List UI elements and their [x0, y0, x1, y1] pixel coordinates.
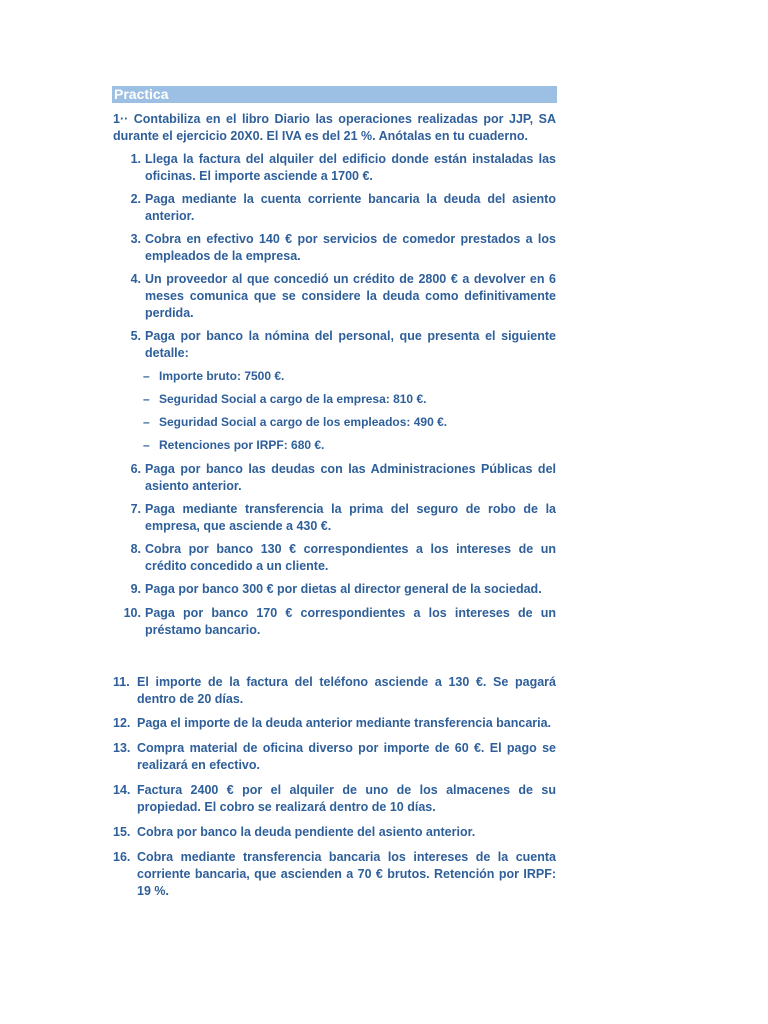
item-text: Paga por banco las deudas con las Administraciones Públicas del asiento anterior. — [145, 462, 556, 493]
item-text: Paga por banco 300 € por dietas al director general de la sociedad. — [145, 582, 542, 596]
item-text: Cobra por banco 130 € correspondientes a los intereses de un crédito concedido a un cliente. — [145, 542, 556, 573]
item-text: Factura 2400 € por el alquiler de uno de los almacenes de su propiedad. El cobro se realizará dentro de 10 días. — [137, 783, 556, 814]
heading-bar — [112, 86, 557, 103]
exercise-intro: 1·· Contabiliza en el libro Diario las operaciones realizadas por JJP, SA durante el ejercicio 20X0. El IVA es del 21 %. Anótalas en tu cuaderno. — [113, 112, 556, 143]
item-number: 14. — [113, 783, 131, 797]
dash: – — [143, 392, 150, 406]
item-text: Cobra en efectivo 140 € por servicios de comedor prestados a los empleados de la empresa. — [145, 232, 556, 263]
item-text: Paga el importe de la deuda anterior mediante transferencia bancaria. — [137, 716, 552, 730]
item-number: 9. — [130, 582, 141, 596]
sub-item-text: Importe bruto: 7500 €. — [159, 369, 285, 383]
sub-item-text: Seguridad Social a cargo de los empleados: 490 €. — [159, 415, 448, 429]
item-number: 1. — [130, 152, 141, 166]
item-number: 15. — [113, 825, 131, 839]
item-text: Paga por banco la nómina del personal, que presenta el siguiente detalle: — [145, 329, 556, 360]
item-text: Paga por banco 170 € correspondientes a los intereses de un préstamo bancario. — [145, 606, 556, 637]
item-number: 12. — [113, 716, 131, 730]
item-text: Un proveedor al que concedió un crédito de 2800 € a devolver en 6 meses comunica que se considere la deuda como definitivamente perdida. — [145, 272, 556, 320]
item-text: Llega la factura del alquiler del edificio donde están instaladas las oficinas. El importe asciende a 1700 €. — [145, 152, 556, 183]
item-number: 13. — [113, 741, 131, 755]
item-number: 10. — [123, 606, 141, 620]
item-text: Compra material de oficina diverso por importe de 60 €. El pago se realizará en efectivo. — [137, 741, 556, 772]
dash: – — [143, 369, 150, 383]
item-number: 6. — [130, 462, 141, 476]
item-number: 2. — [130, 192, 141, 206]
item-number: 8. — [130, 542, 141, 556]
dash: – — [143, 438, 150, 452]
item-text: Paga mediante transferencia la prima del seguro de robo de la empresa, que asciende a 430 €. — [145, 502, 556, 533]
item-number: 7. — [130, 502, 141, 516]
sub-item-text: Retenciones por IRPF: 680 €. — [159, 438, 325, 452]
item-number: 11. — [113, 675, 130, 689]
sub-item-text: Seguridad Social a cargo de la empresa: 810 €. — [159, 392, 427, 406]
item-number: 3. — [130, 232, 141, 246]
item-text: El importe de la factura del teléfono asciende a 130 €. Se pagará dentro de 20 días. — [137, 675, 556, 706]
item-text: Cobra por banco la deuda pendiente del asiento anterior. — [137, 825, 476, 839]
item-number: 16. — [113, 850, 131, 864]
item-text: Cobra mediante transferencia bancaria los intereses de la cuenta corriente bancaria, que ascienden a 70 € brutos. Retención por IRPF: 19 %. — [137, 850, 556, 898]
item-text: Paga mediante la cuenta corriente bancaria la deuda del asiento anterior. — [145, 192, 556, 223]
item-number: 4. — [130, 272, 141, 286]
item-number: 5. — [130, 329, 141, 343]
dash: – — [143, 415, 150, 429]
heading-title: Practica — [114, 86, 169, 102]
